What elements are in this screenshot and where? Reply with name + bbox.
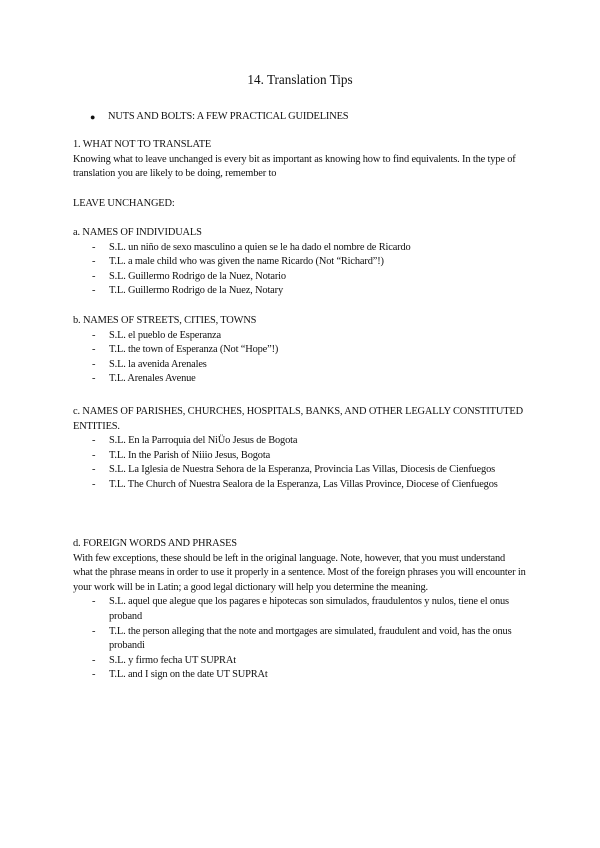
list-item-text: T.L. In the Parish of Niiio Jesus, Bogota — [109, 449, 271, 461]
list-item — [73, 463, 527, 478]
list-item-text: S.L. un niño de sexo masculino a quien se le ha dado el nombre de Ricardo — [109, 241, 411, 253]
list-item — [73, 625, 527, 654]
list-item-text: T.L. and I sign on the date UT SUPRAt — [109, 669, 268, 681]
list-item — [73, 255, 527, 270]
list-item — [73, 372, 527, 387]
list-item-text: S.L. La Iglesia de Nuestra Sehora de la Esperanza, Provincia Las Villas, Diocesis de Cienfuegos — [109, 464, 496, 476]
list-dash: - — [92, 358, 96, 370]
list-item — [73, 284, 527, 299]
example-list — [73, 329, 527, 387]
subsection-names-of-entities — [73, 405, 527, 493]
list-dash: - — [92, 596, 96, 608]
list-item-text: S.L. la avenida Arenales — [109, 358, 207, 370]
section-heading: 1. WHAT NOT TO TRANSLATE — [73, 139, 212, 150]
leave-unchanged-heading: LEAVE UNCHANGED: — [73, 198, 175, 209]
list-dash: - — [92, 270, 96, 282]
list-dash: - — [92, 344, 96, 356]
subsection-heading: d. FOREIGN WORDS AND PHRASES — [73, 538, 237, 549]
list-item — [73, 449, 527, 464]
bullet-dot-icon: ● — [90, 112, 96, 122]
subsection-names-of-streets — [73, 314, 527, 387]
section-paragraph: Knowing what to leave unchanged is every bit as important as knowing how to find equivalents. In the type of translation you are likely to be doing, remember to — [73, 153, 516, 180]
subsection-names-of-individuals — [73, 226, 527, 299]
list-item-text: S.L. y firmo fecha UT SUPRAt — [109, 654, 236, 666]
list-item-text: T.L. The Church of Nuestra Sealora de la Esperanza, Las Villas Province, Diocese of Cienfuegos — [109, 478, 498, 490]
list-dash: - — [92, 449, 96, 461]
list-dash: - — [92, 669, 96, 681]
list-dash: - — [92, 241, 96, 253]
list-item-text: S.L. En la Parroquia del NiÜo Jesus de Bogota — [109, 435, 298, 447]
list-item — [73, 343, 527, 358]
list-item — [73, 358, 527, 373]
list-item-text: T.L. a male child who was given the name Ricardo (Not “Richard”!) — [109, 256, 384, 268]
list-dash: - — [92, 464, 96, 476]
list-item — [73, 595, 527, 624]
example-list — [73, 434, 527, 492]
list-item-text: T.L. the town of Esperanza (Not “Hope”!) — [109, 344, 279, 356]
list-item-text: S.L. aquel que alegue que los pagares e hipotecas son simulados, fraudulentos y nulos, tiene el onus proband — [109, 596, 509, 622]
list-item — [73, 270, 527, 285]
section-what-not-to-translate — [73, 138, 527, 182]
subsection-heading: b. NAMES OF STREETS, CITIES, TOWNS — [73, 315, 257, 326]
list-dash: - — [92, 256, 96, 268]
list-item — [73, 241, 527, 256]
list-item — [73, 329, 527, 344]
list-item-text: T.L. Arenales Avenue — [109, 373, 196, 385]
list-dash: - — [92, 329, 96, 341]
subsection-foreign-words — [73, 537, 527, 683]
list-dash: - — [92, 435, 96, 447]
list-item-text: S.L. Guillermo Rodrigo de la Nuez, Notario — [109, 270, 286, 282]
list-dash: - — [92, 478, 96, 490]
list-dash: - — [92, 285, 96, 297]
list-dash: - — [92, 373, 96, 385]
list-item-text: T.L. the person alleging that the note and mortgages are simulated, fraudulent and void, has the onus probandi — [109, 625, 512, 652]
leave-unchanged-heading-block — [73, 197, 527, 212]
list-item-text: T.L. Guillermo Rodrigo de la Nuez, Notary — [109, 285, 284, 297]
list-item — [73, 434, 527, 449]
list-item — [73, 478, 527, 493]
page-title: 14. Translation Tips — [247, 72, 353, 87]
bullet-text: NUTS AND BOLTS: A FEW PRACTICAL GUIDELINES — [108, 111, 349, 122]
subsection-heading: a. NAMES OF INDIVIDUALS — [73, 227, 202, 238]
subsection-heading: c. NAMES OF PARISHES, CHURCHES, HOSPITALS, BANKS, AND OTHER LEGALLY CONSTITUTED ENTITIES. — [73, 406, 523, 432]
example-list — [73, 241, 527, 299]
section-paragraph: With few exceptions, these should be left in the original language. Note, however, that you must understand what the phrase means in order to use it properly in a sentence. Most of the foreign phrases you will encounter in your work will be in Latin; a good legal dictionary will help you determine the meaning. — [73, 552, 526, 593]
list-dash: - — [92, 654, 96, 666]
list-dash: - — [92, 625, 96, 637]
list-item — [73, 654, 527, 669]
list-item-text: S.L. el pueblo de Esperanza — [109, 329, 221, 341]
example-list — [73, 595, 527, 683]
list-item — [73, 668, 527, 683]
